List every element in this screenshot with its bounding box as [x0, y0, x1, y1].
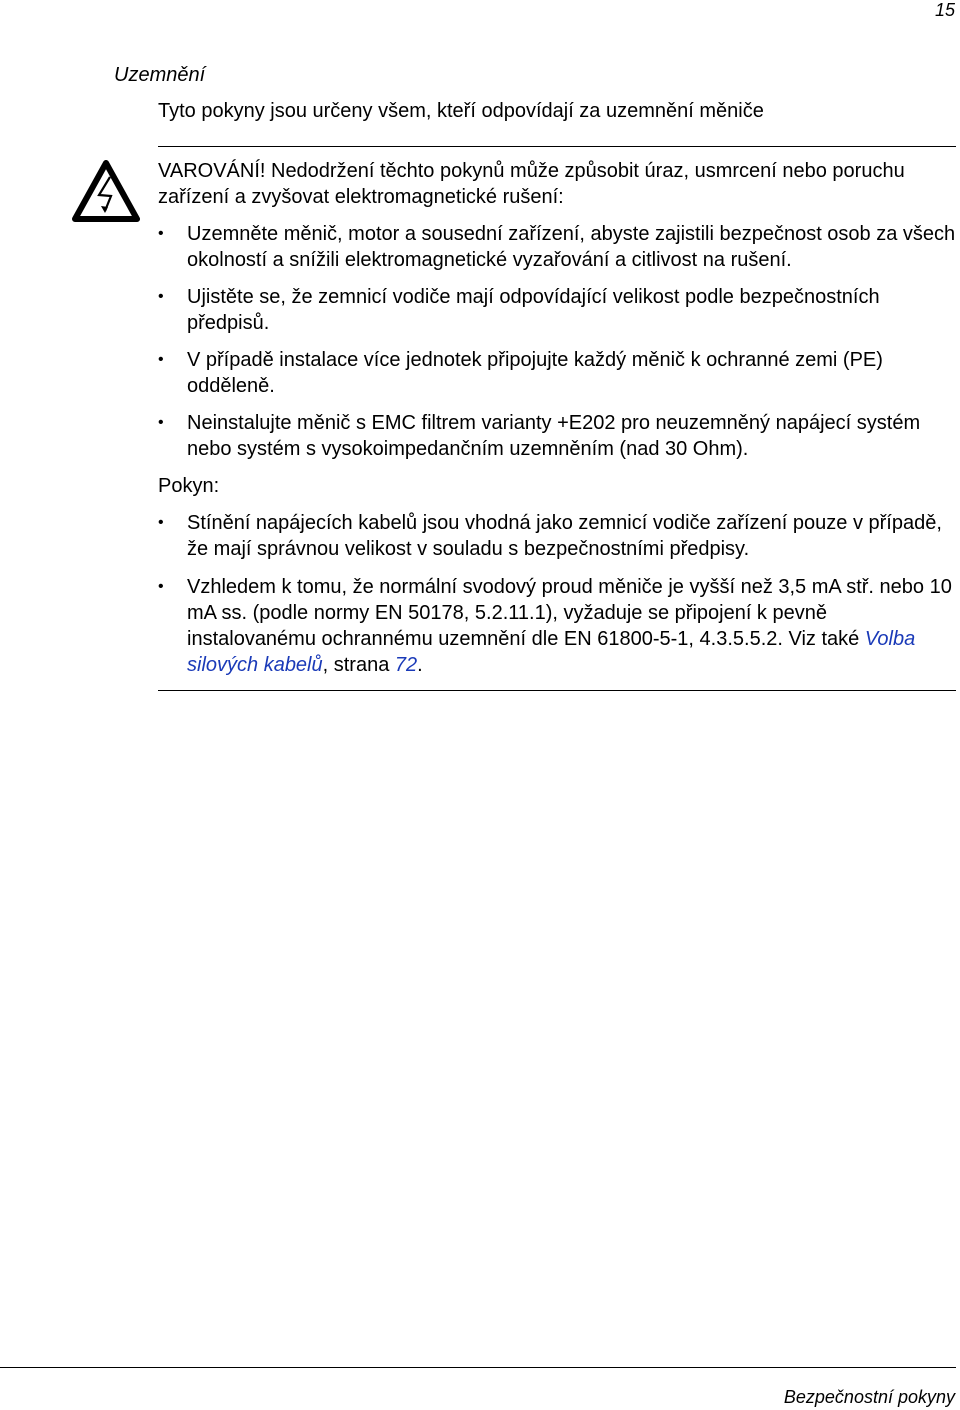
list-item: • Ujistěte se, že zemnicí vodiče mají odpovídající velikost podle bezpečnostních předpisů. [158, 284, 956, 336]
section-title: Uzemnění [114, 64, 206, 86]
warning-label: VAROVÁNÍ! [158, 160, 266, 182]
note-text-mid: , strana [322, 654, 395, 676]
warning-bottom-rule [158, 690, 956, 691]
note-text-end: . [417, 654, 423, 676]
section-intro: Tyto pokyny jsou určeny všem, kteří odpovídají za uzemnění měniče [158, 100, 764, 122]
list-item: • Stínění napájecích kabelů jsou vhodná jako zemnicí vodiče zařízení pouze v případě, že mají správnou velikost v souladu s bezpečnostními předpisy. [158, 510, 956, 562]
warning-list [158, 221, 956, 462]
warning-text: Nedodržení těchto pokynů může způsobit úraz, usmrcení nebo poruchu zařízení a zvyšovat elektromagnetické rušení: [158, 160, 905, 208]
electrical-hazard-warning-icon [72, 160, 140, 222]
note-list [158, 510, 956, 678]
footer-rule [0, 1367, 956, 1368]
note-text: Vzhledem k tomu, že normální svodový proud měniče je vyšší než 3,5 mA stř. nebo 10 mA ss. (podle normy EN 50178, 5.2.11.1), vyžaduje se připojení k pevně instalovanému ochrannému uzemnění dle EN 61800-5-1, 4.3.5.5.2. Viz také [187, 576, 952, 650]
page-number: 15 [934, 0, 955, 20]
page-72-link[interactable]: 72 [394, 654, 418, 676]
warning-block [158, 158, 956, 690]
list-item: • V případě instalace více jednotek připojujte každý měnič k ochranné zemi (PE) odděleně. [158, 347, 956, 399]
warning-top-rule [158, 146, 956, 147]
footer-title: Bezpečnostní pokyny [783, 1387, 955, 1407]
list-item [158, 574, 956, 678]
list-item: • Neinstalujte měnič s EMC filtrem varianty +E202 pro neuzemněný napájecí systém nebo systém s vysokoimpedančním uzemněním (nad 30 Ohm). [158, 410, 956, 462]
power-cable-selection-link[interactable]: Volba silových kabelů [187, 628, 916, 676]
list-item: • Uzemněte měnič, motor a sousední zařízení, abyste zajistili bezpečnost osob za všech okolností a snížili elektromagnetické vyzařování a citlivost na rušení. [158, 221, 956, 273]
warning-paragraph [158, 158, 956, 210]
note-heading: Pokyn: [158, 475, 220, 497]
